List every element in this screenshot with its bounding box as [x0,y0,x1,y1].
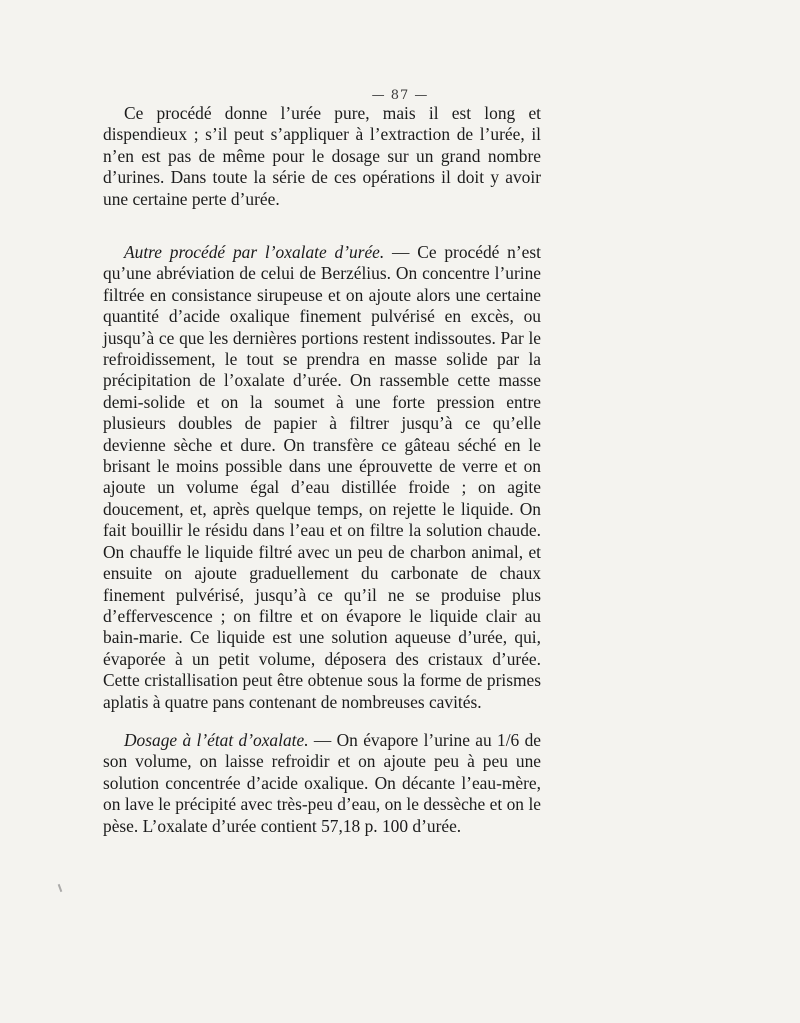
paragraph-text: — Ce procédé n’est qu’une abréviation de celui de Berzélius. On concentre l’urine filtrée en consistance sirupeuse et on ajoute alors une certaine quantité d’acide oxalique finement pulvérisé en excès, ou jusqu’à ce que les dernières portions restent indissoutes. Par le refroidissement, le tout se prendra en masse solide par la précipitation de l’oxalate d’urée. On rassemble cette masse demi-solide et on la soumet à une forte pression entre plusieurs doubles de papier à filtrer jusqu’à ce qu’elle devienne sèche et dure. On transfère ce gâteau séché en le brisant le moins possible dans une éprouvette de verre et on ajoute un volume égal d’eau distillée froide ; on agite doucement, et, après quelque temps, on rejette le liquide. On fait bouillir le résidu dans l’eau et on filtre la solution chaude. On chauffe le liquide filtré avec un peu de charbon animal, et ensuite on ajoute graduellement du carbonate de chaux finement pulvérisé, jusqu’à ce qu’il ne se produise plus d’effervescence ; on filtre et on évapore le liquide clair au bain-marie. Ce liquide est une solution aqueuse d’urée, qui, évaporée à un petit volume, déposera des cristaux d’urée. Cette cristallisation peut être obtenue sous la forme de prismes aplatis à quatre pans contenant de nombreuses cavités. [103,242,541,712]
paragraph-oxalate-dosage [103,730,541,837]
paragraph-oxalate-procedure [103,242,541,713]
paragraph-lead: Dosage à l’état d’oxalate. [124,730,309,750]
paragraph-urea-procedure [103,103,541,210]
page-number: — 87 — [371,88,429,103]
paragraph-text: — On évapore l’urine au 1/6 de son volume, on laisse refroidir et on ajoute peu à peu une solution concentrée d’acide oxalique. On décante l’eau-mère, on lave le précipité avec très-peu d’eau, on le dessèche et on le pèse. L’oxalate d’urée contient 57,18 p. 100 d’urée. [103,730,541,836]
paragraph-text: Ce procédé donne l’urée pure, mais il est long et dispendieux ; s’il peut s’appliquer à l’extraction de l’urée, il n’en est pas de même pour le dosage sur un grand nombre d’urines. Dans toute la série de ces opérations il doit y avoir une certaine perte d’urée. [103,103,541,209]
paragraph-lead: Autre procédé par l’oxalate d’urée. [124,242,385,262]
stray-ink-mark [58,884,63,892]
